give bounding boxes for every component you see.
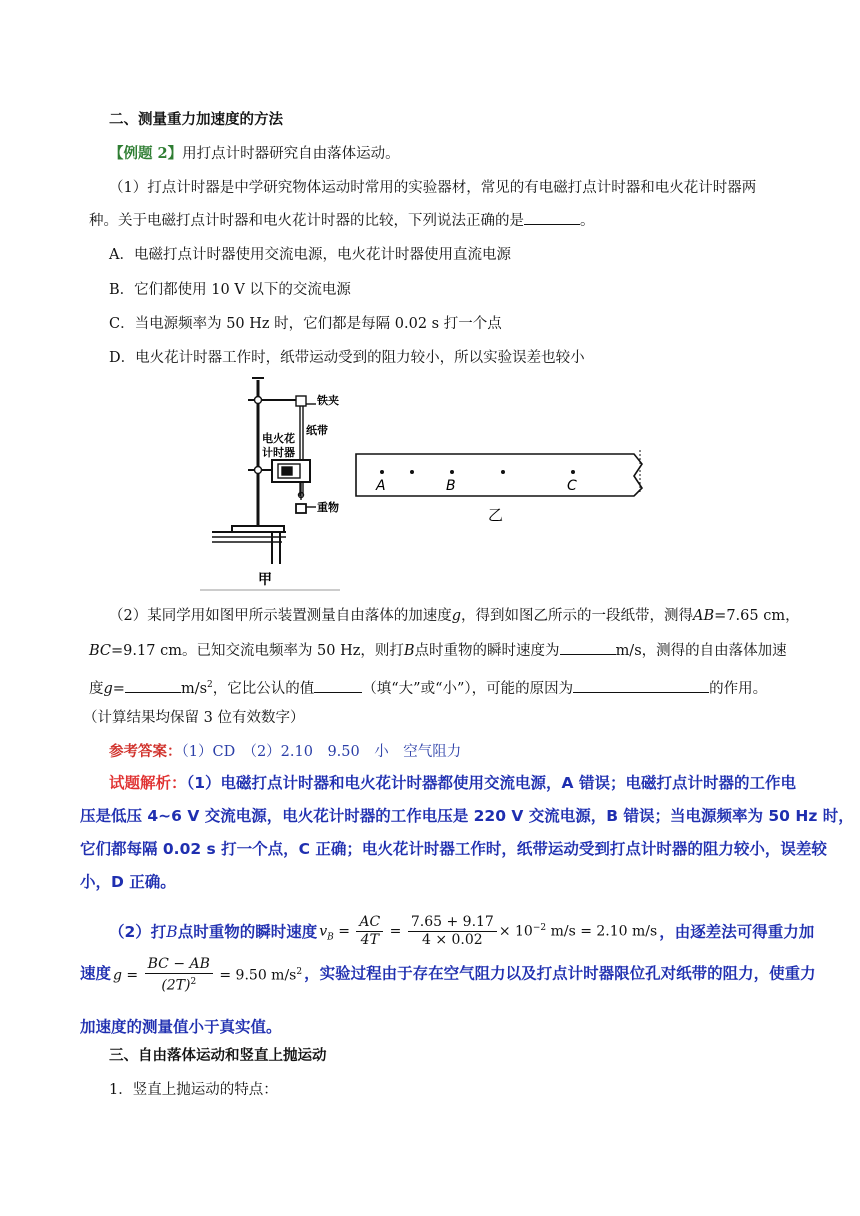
q2-text: （2）某同学用如图甲所示装置测量自由落体的加速度 [109, 608, 452, 624]
analysis-text: 速度 [80, 964, 112, 983]
apparatus-jia [200, 378, 340, 590]
analysis-var: B [166, 923, 178, 942]
timer-label-2: 计时器 [262, 446, 295, 459]
gravity-formula [111, 950, 304, 998]
analysis-text: ，由逐差法可得重力加 [659, 923, 815, 942]
question-1-line-1: （1）打点计时器是中学研究物体运动时常用的实验器材，常见的有电磁打点计时器和电火花计时器两 [109, 180, 757, 196]
question-1-text: 种。关于电磁打点计时器和电火花计时器的比较，下列说法正确的是 [89, 213, 524, 229]
q2-text: m/s，测得的自由落体加速 [615, 643, 787, 659]
formula-denominator: 4 × 0.02 [421, 932, 483, 949]
point-a-label: A [376, 478, 386, 494]
reference-answer [109, 742, 461, 762]
analysis-text: （1）电磁打点计时器和电火花计时器都使用交流电源，A 错误；电磁打点计时器的工作电 [186, 774, 796, 792]
option-a: A．电磁打点计时器使用交流电源，电火花计时器使用直流电源 [109, 247, 511, 263]
formula-numerator: 7.65 + 9.17 [408, 914, 497, 932]
q2-text: = [112, 680, 125, 697]
formula-exp: 2 [296, 967, 303, 977]
formula-text: m/s = 2.10 m/s [550, 923, 658, 940]
question-2-line-2 [89, 640, 787, 661]
formula-denominator: (2T) [161, 977, 191, 994]
q2-text: 度 [89, 680, 104, 697]
q2-text: ，得到如图乙所示的一段纸带，测得 [461, 608, 694, 624]
q2-text: =7.65 cm， [714, 608, 800, 624]
analysis-text: 点时重物的瞬时速度 [177, 923, 318, 942]
answer-blank [573, 678, 709, 693]
analysis-line-4: 小，D 正确。 [80, 873, 176, 891]
paper-tape-yi [356, 450, 642, 496]
analysis-line-7: 加速度的测量值小于真实值。 [80, 1018, 282, 1036]
answer-label: 参考答案： [109, 743, 182, 760]
question-1-line-2 [89, 210, 595, 231]
answer-blank [524, 210, 580, 225]
formula-numerator: BC − AB [147, 956, 210, 973]
analysis-label: 试题解析： [109, 774, 187, 792]
figure-jia-label: 甲 [258, 572, 272, 588]
example-intro-text: 用打点计时器研究自由落体运动。 [182, 146, 400, 162]
formula-exp: −2 [532, 923, 547, 933]
question-2-line-1 [109, 606, 800, 626]
example-tag: 【例题 2】 [109, 145, 183, 162]
section-heading: 三、自由落体运动和竖直上抛运动 [109, 1047, 327, 1064]
analysis-line-2: 压是低压 4~6 V 交流电源，电火花计时器的工作电压是 220 V 交流电源，B 错误；当电源频率为 50 Hz 时， [80, 807, 854, 825]
answer-text: （1）CD （2）2.10 9.50 小 空气阻力 [181, 744, 462, 760]
weight-label: 重物 [317, 501, 339, 514]
option-b: B．它们都使用 10 V 以下的交流电源 [109, 282, 351, 298]
formula-symbol: v [319, 923, 328, 940]
example-intro [109, 144, 400, 164]
q2-text: 点时重物的瞬时速度为 [414, 643, 560, 659]
q2-text: m/s [180, 680, 208, 697]
section-heading: 二、测量重力加速度的方法 [109, 111, 283, 128]
tape-label: 纸带 [306, 424, 328, 437]
answer-blank [560, 640, 616, 655]
clamp-label: 铁夹 [317, 394, 339, 407]
formula-text: = 9.50 m/s [219, 967, 297, 984]
formula-text: × 10 [498, 923, 533, 940]
experiment-figure [200, 376, 660, 594]
analysis-text: ，实验过程由于存在空气阻力以及打点计时器限位孔对纸带的阻力，使重力 [304, 964, 816, 983]
answer-blank [125, 678, 181, 693]
analysis-text: （2）打 [109, 923, 167, 942]
question-1-end: 。 [580, 213, 595, 229]
question-2-line-3 [89, 675, 767, 699]
analysis-line-1 [109, 773, 796, 794]
q2-text: =9.17 cm。已知交流电频率为 50 Hz，则打 [111, 643, 404, 659]
formula-numerator: AC [359, 914, 381, 931]
analysis-line-3: 它们都每隔 0.02 s 打一个点，C 正确；电火花计时器工作时，纸带运动受到打点计时器的阻力较小，误差较 [80, 840, 827, 858]
option-d: D．电火花计时器工作时，纸带运动受到的阻力较小，所以实验误差也较小 [109, 350, 585, 366]
q2-var: B [403, 643, 415, 659]
q2-var: g [103, 680, 113, 697]
q2-exp: 2 [207, 680, 213, 690]
formula-symbol: B [327, 932, 334, 943]
formula-exp: 2 [190, 977, 197, 988]
q2-text: 的作用。 [709, 680, 768, 697]
point-b-label: B [446, 478, 456, 494]
formula-denominator: 4T [360, 932, 379, 949]
q2-text: （填“大”或“小”），可能的原因为 [362, 680, 574, 697]
timer-label-1: 电火花 [262, 432, 295, 445]
figure-yi-label: 乙 [488, 506, 504, 524]
q2-text: ，它比公认的值 [212, 680, 315, 697]
list-item: 1．竖直上抛运动的特点： [109, 1082, 278, 1098]
q2-var: AB [693, 608, 715, 624]
analysis-line-6 [80, 950, 816, 998]
velocity-formula: $v_B$ = $\frac{AC}{4T}$ = $\frac{7.65 + 9.17}{4 \times 0.02}$ × $10^{-2}$ m/s = 2.10 m/s [317, 908, 659, 957]
answer-blank [314, 678, 362, 693]
q2-var: BC [89, 643, 112, 659]
option-c: C．当电源频率为 50 Hz 时，它们都是每隔 0.02 s 打一个点 [109, 316, 502, 332]
point-c-label: C [567, 478, 577, 494]
formula-symbol: g = [113, 967, 139, 984]
question-2-line-4: （计算结果均保留 3 位有效数字） [83, 710, 305, 726]
q2-var: g [451, 608, 462, 624]
